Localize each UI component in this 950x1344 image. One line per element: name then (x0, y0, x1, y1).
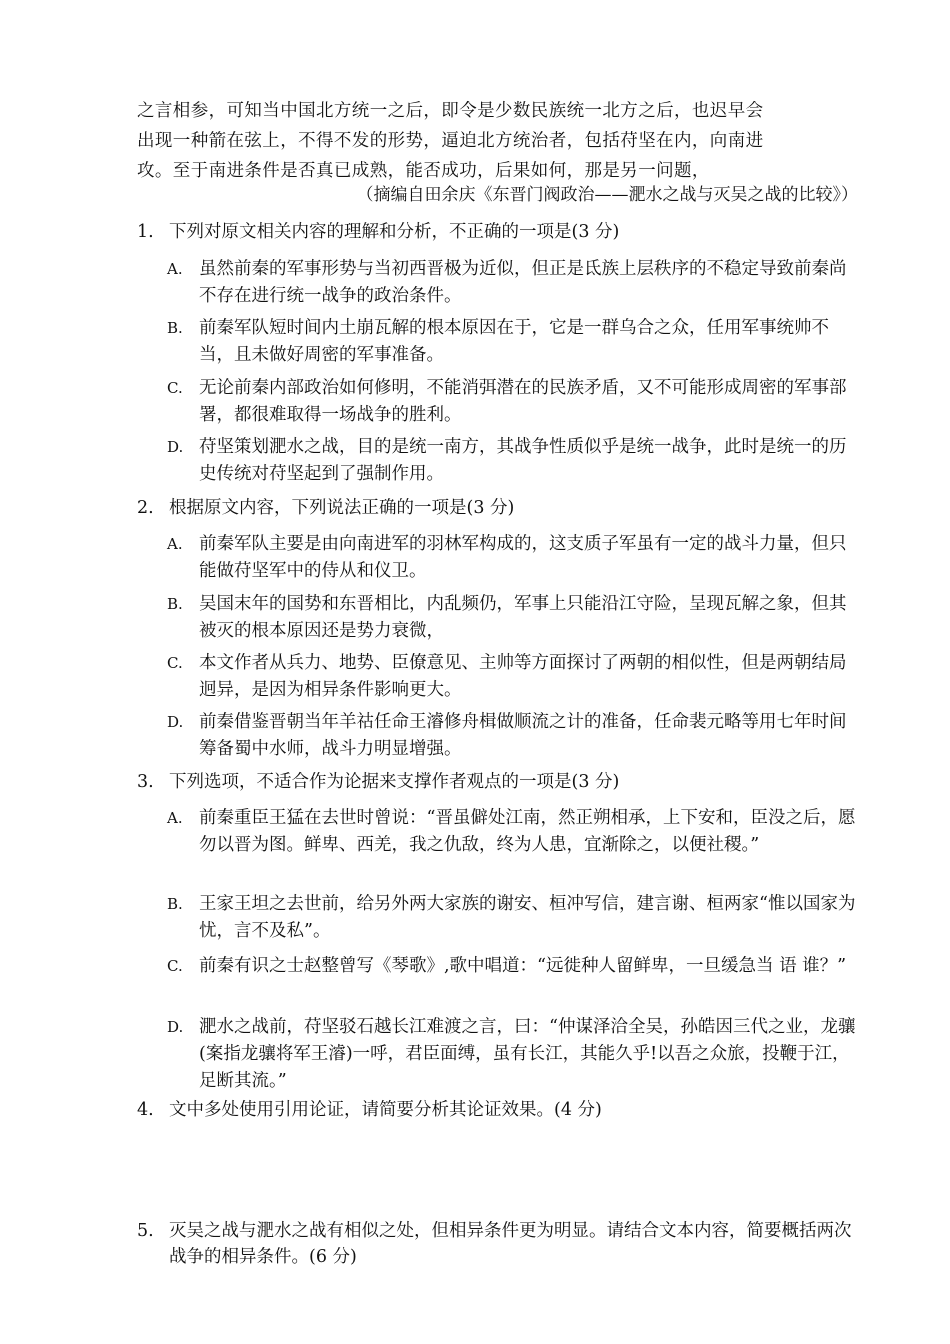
option-text: 前秦军队主要是由向南进军的羽林军构成的，这支质子军虽有一定的战斗力量，但只能做苻坚军中的侍从和仪卫。 (199, 534, 847, 581)
option-1b (167, 315, 859, 369)
question-number: 5. (137, 1221, 154, 1241)
option-text: 前秦重臣王猛在去世时曾说：“晋虽僻处江南，然正朔相承，上下安和，臣没之后，愿勿以晋为图。鲜卑、西羌，我之仇敌，终为人患，宜渐除之，以便社稷。” (199, 808, 856, 855)
question-4 (137, 1097, 861, 1123)
option-text: 前秦借鉴晋朝当年羊祜任命王濬修舟楫做顺流之计的准备，任命裴元略等用七年时间筹备蜀中水师，战斗力明显增强。 (199, 712, 847, 759)
source-citation: （摘编自田余庆《东晋门阀政治——淝水之战与灭吴之战的比较》） (356, 185, 858, 205)
question-stem: 下列选项，不适合作为论据来支撑作者观点的一项是(3 分) (169, 772, 620, 792)
option-letter: D. (167, 1018, 184, 1036)
option-letter: C. (167, 379, 183, 397)
question-number: 4. (137, 1100, 154, 1120)
option-text: 前秦军队短时间内土崩瓦解的根本原因在于，它是一群乌合之众，任用军事统帅不当，且未做好周密的军事准备。 (199, 318, 829, 365)
option-text: 吴国末年的国势和东晋相比，内乱频仍，军事上只能沿江守险，呈现瓦解之象，但其被灭的根本原因还是势力衰微， (199, 594, 847, 641)
option-letter: B. (167, 895, 183, 913)
option-letter: D. (167, 713, 184, 731)
option-1d (167, 434, 859, 488)
option-letter: D. (167, 438, 184, 456)
option-3c (167, 953, 859, 1007)
option-text: 王家王坦之去世前，给另外两大家族的谢安、桓冲写信，建言谢、桓两家“惟以国家为忧，言不及私”。 (199, 894, 856, 941)
question-1 (137, 219, 861, 245)
option-2d (167, 709, 859, 763)
question-number: 2. (137, 498, 154, 518)
option-3d (167, 1014, 859, 1095)
option-letter: B. (167, 595, 183, 613)
question-5 (137, 1218, 861, 1272)
option-text: 本文作者从兵力、地势、臣僚意见、主帅等方面探讨了两朝的相似性，但是两朝结局迥异，是因为相异条件影响更大。 (199, 653, 847, 700)
question-number: 3. (137, 772, 154, 792)
intro-line: 攻。至于南进条件是否真已成熟，能否成功，后果如何，那是另一问题， (137, 161, 710, 181)
option-letter: A. (167, 809, 183, 827)
option-text: 苻坚策划淝水之战，目的是统一南方，其战争性质似乎是统一战争，此时是统一的历史传统对苻坚起到了强制作用。 (199, 437, 847, 484)
option-letter: C. (167, 957, 183, 975)
option-text: 前秦有识之士赵整曾写《琴歌》,歌中唱道：“远徙种人留鲜卑，一旦缓急当 语 谁？” (199, 956, 847, 976)
option-letter: B. (167, 319, 183, 337)
option-text: 无论前秦内部政治如何修明，不能消弭潜在的民族矛盾，又不可能形成周密的军事部署，都很难取得一场战争的胜利。 (199, 378, 847, 425)
option-1a (167, 256, 859, 310)
option-1c (167, 375, 859, 429)
question-stem: 根据原文内容，下列说法正确的一项是(3 分) (169, 498, 515, 518)
intro-passage (137, 96, 861, 186)
intro-line: 出现一种箭在弦上，不得不发的形势，逼迫北方统治者，包括苻坚在内，向南进 (137, 131, 764, 151)
intro-line: 之言相参，可知当中国北方统一之后，即令是少数民族统一北方之后，也迟早会 (137, 101, 764, 121)
option-letter: A. (167, 535, 183, 553)
option-letter: C. (167, 654, 183, 672)
question-number: 1. (137, 222, 154, 242)
option-letter: A. (167, 260, 183, 278)
question-2 (137, 495, 861, 521)
question-stem: 文中多处使用引用论证，请简要分析其论证效果。(4 分) (169, 1100, 602, 1120)
option-2b (167, 591, 859, 645)
question-stem: 灭吴之战与淝水之战有相似之处，但相异条件更为明显。请结合文本内容，简要概括两次战争的相异条件。(6 分) (169, 1221, 852, 1267)
option-text: 虽然前秦的军事形势与当初西晋极为近似，但正是氐族上层秩序的不稳定导致前秦尚不存在进行统一战争的政治条件。 (199, 259, 847, 306)
option-3a (167, 805, 859, 886)
option-text: 淝水之战前，苻坚驳石越长江难渡之言，曰：“仲谋泽洽全吴，孙皓因三代之业，龙骧(案指龙骧将军王濬)一呼，君臣面缚，虽有长江，其能久乎!以吾之众旅，投鞭于江，足断其流。” (199, 1017, 856, 1091)
option-2a (167, 531, 859, 585)
question-3 (137, 769, 861, 795)
option-2c (167, 650, 859, 704)
question-stem: 下列对原文相关内容的理解和分析，不正确的一项是(3 分) (169, 222, 620, 242)
option-3b (167, 891, 859, 945)
